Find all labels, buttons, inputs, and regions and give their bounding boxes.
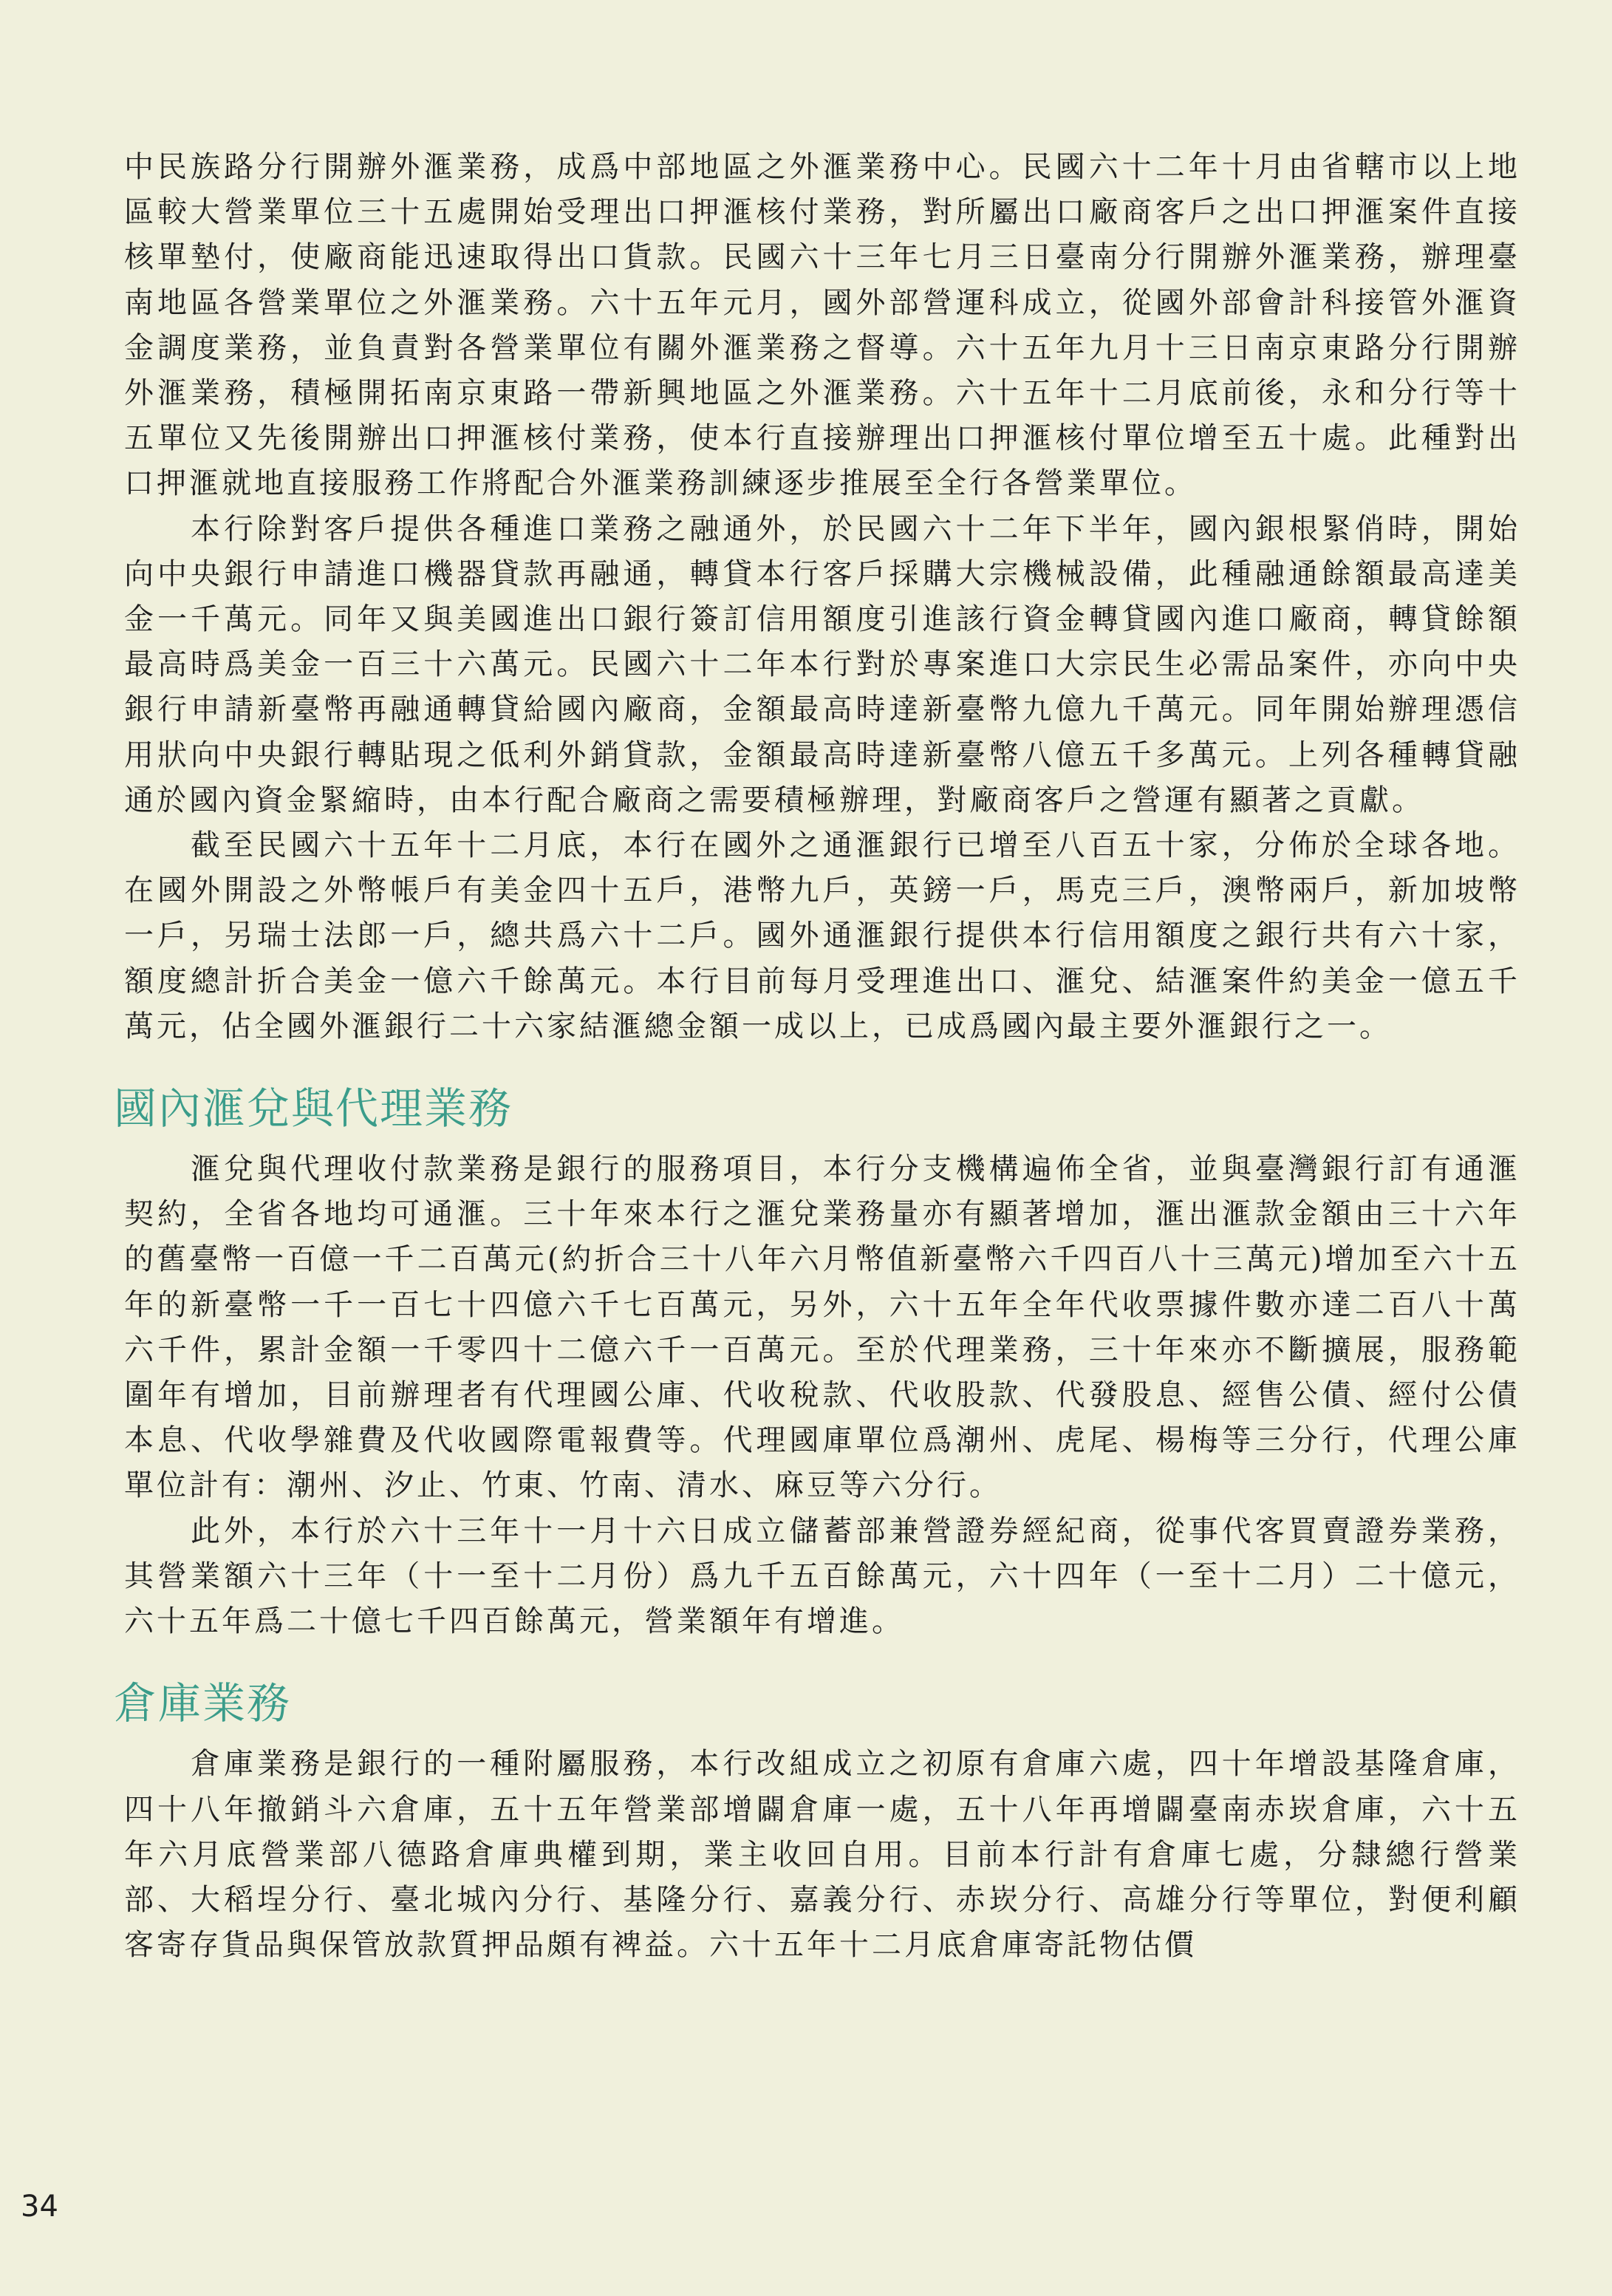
- body-paragraph: 本行除對客戶提供各種進口業務之融通外，於民國六十二年下半年，國內銀根緊俏時，開始向中央銀行申請進口機器貸款再融通，轉貸本行客戶採購大宗機械設備，此種融通餘額最高達美金一千萬元。同年又與美國進出口銀行簽訂信用額度引進該行資金轉貸國內進口廠商，轉貸餘額最高時爲美金一百三十六萬元。民國六十二年本行對於專案進口大宗民生必需品案件，亦向中央銀行申請新臺幣再融通轉貸給國內廠商，金額最高時達新臺幣九億九千萬元。同年開始辦理憑信用狀向中央銀行轉貼現之低利外銷貸款，金額最高時達新臺幣八億五千多萬元。上列各種轉貸融通於國內資金緊縮時，由本行配合廠商之需要積極辦理，對廠商客戶之營運有顯著之貢獻。: [124, 511, 1520, 817]
- section-heading-remittance: 國內滙兌與代理業務: [114, 1083, 513, 1134]
- body-paragraph: 截至民國六十五年十二月底，本行在國外之通滙銀行已增至八百五十家，分佈於全球各地。在國外開設之外幣帳戶有美金四十五戶，港幣九戶，英鎊一戶，馬克三戶，澳幣兩戶，新加坡幣一戶，另瑞士法郎一戶，總共爲六十二戶。國外通滙銀行提供本行信用額度之銀行共有六十家，額度總計折合美金一億六千餘萬元。本行目前每月受理進出口、滙兌、結滙案件約美金一億五千萬元，佔全國外滙銀行二十六家結滙總金額一成以上，已成爲國內最主要外滙銀行之一。: [124, 828, 1520, 1043]
- page-content: [114, 145, 1520, 1968]
- body-paragraph: 此外，本行於六十三年十一月十六日成立儲蓄部兼營證券經紀商，從事代客買賣證券業務，其營業額六十三年（十一至十二月份）爲九千五百餘萬元，六十四年（一至十二月）二十億元，六十五年爲二十億七千四百餘萬元，營業額年有增進。: [124, 1513, 1520, 1639]
- body-paragraph: 中民族路分行開辦外滙業務，成爲中部地區之外滙業務中心。民國六十二年十月由省轄市以上地區較大營業單位三十五處開始受理出口押滙核付業務，對所屬出口廠商客戶之出口押滙案件直接核單墊付，使廠商能迅速取得出口貨款。民國六十三年七月三日臺南分行開辦外滙業務，辦理臺南地區各營業單位之外滙業務。六十五年元月，國外部營運科成立，從國外部會計科接管外滙資金調度業務，並負責對各營業單位有關外滙業務之督導。六十五年九月十三日南京東路分行開辦外滙業務，積極開拓南京東路一帶新興地區之外滙業務。六十五年十二月底前後，永和分行等十五單位又先後開辦出口押滙核付業務，使本行直接辦理出口押滙核付單位增至五十處。此種對出口押滙就地直接服務工作將配合外滙業務訓練逐步推展至全行各營業單位。: [124, 150, 1520, 501]
- body-paragraph: 倉庫業務是銀行的一種附屬服務，本行改組成立之初原有倉庫六處，四十年增設基隆倉庫，四十八年撤銷斗六倉庫，五十五年營業部增闢倉庫一處，五十八年再增闢臺南赤崁倉庫，六十五年六月底營業部八德路倉庫典權到期，業主收回自用。目前本行計有倉庫七處，分隸總行營業部、大稻埕分行、臺北城內分行、基隆分行、嘉義分行、赤崁分行、高雄分行等單位，對便利顧客寄存貨品與保管放款質押品頗有裨益。六十五年十二月底倉庫寄託物估價: [124, 1747, 1520, 1963]
- section-heading-warehouse: 倉庫業務: [114, 1678, 292, 1729]
- body-paragraph: 滙兌與代理收付款業務是銀行的服務項目，本行分支機構遍佈全省，並與臺灣銀行訂有通滙契約，全省各地均可通滙。三十年來本行之滙兌業務量亦有顯著增加，滙出滙款金額由三十六年的舊臺幣一百億一千二百萬元(約折合三十八年六月幣值新臺幣六千四百八十三萬元)增加至六十五年的新臺幣一千一百七十四億六千七百萬元，另外，六十五年全年代收票據件數亦達二百八十萬六千件，累計金額一千零四十二億六千一百萬元。至於代理業務，三十年來亦不斷擴展，服務範圍年有增加，目前辦理者有代理國公庫、代收稅款、代收股款、代發股息、經售公債、經付公債本息、代收學雜費及代收國際電報費等。代理國庫單位爲潮州、虎尾、楊梅等三分行，代理公庫單位計有：潮州、汐止、竹東、竹南、清水、麻豆等六分行。: [124, 1152, 1520, 1503]
- page-number: 34: [21, 2190, 58, 2224]
